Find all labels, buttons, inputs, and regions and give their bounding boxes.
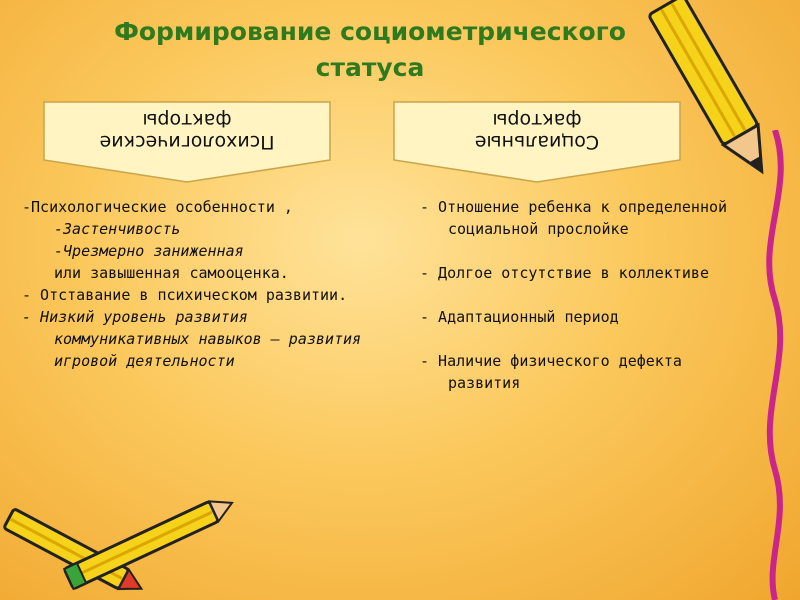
list-item: или завышенная самооценка. [54, 264, 289, 282]
psychological-factors-list [22, 196, 392, 372]
list-item: -Застенчивость [54, 220, 181, 238]
list-item: - Наличие физического дефекта развития [420, 352, 682, 392]
social-factors-list [420, 196, 750, 394]
list-item: - Отставание в психическом развитии. [22, 286, 348, 304]
psychological-factors-line2: факторы [142, 109, 232, 131]
list-item: -Чрезмерно заниженная [54, 242, 244, 260]
social-factors-shape [392, 100, 682, 184]
slide-title-line2: статуса [315, 53, 425, 82]
psychological-factors-line1: Психологические [99, 131, 275, 153]
list-item: - Отношение ребенка к определенной социальной прослойке [420, 198, 728, 238]
social-factors-line1: Социальные [474, 131, 600, 153]
list-item: -Психологические особенности , [22, 198, 293, 216]
list-item: - Долгое отсутствие в коллективе [420, 264, 709, 282]
social-factors-line2: факторы [492, 109, 582, 131]
slide-title [60, 14, 680, 86]
list-item: - Низкий уровень развития коммуникативных навыков – развития игровой деятельности [22, 308, 362, 370]
slide-title-line1: Формирование социометрического [114, 17, 626, 46]
pencil-icon [745, 130, 800, 600]
psychological-factors-shape [42, 100, 332, 184]
pencil-icon [0, 480, 260, 600]
list-item: - Адаптационный период [420, 308, 619, 326]
